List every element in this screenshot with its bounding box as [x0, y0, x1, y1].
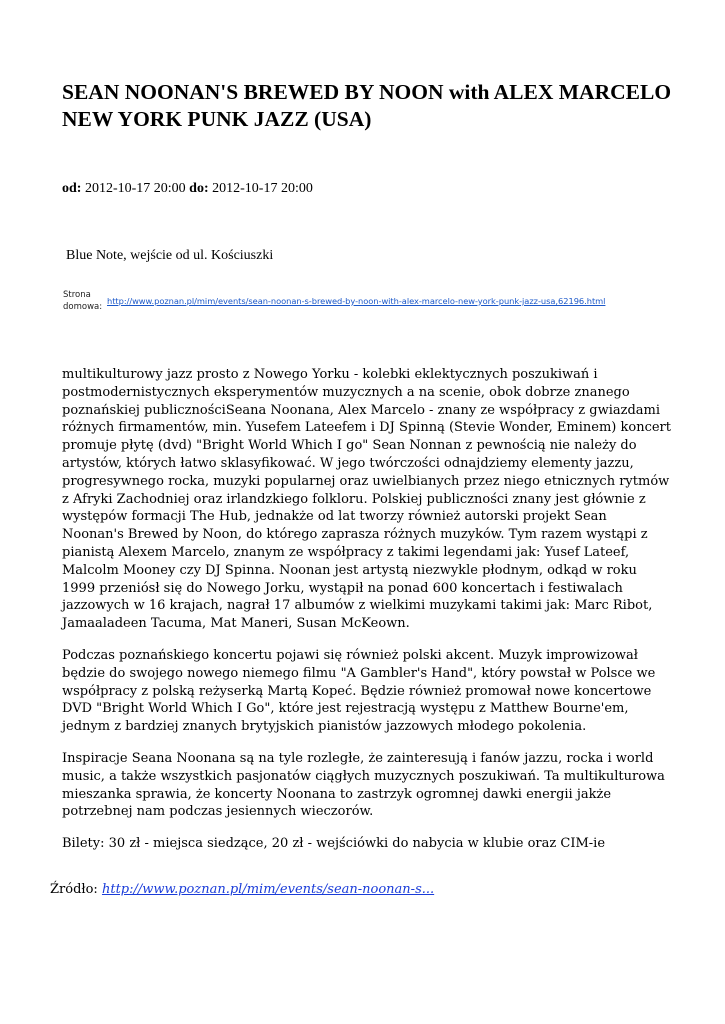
source-link[interactable]: http://www.poznan.pl/mim/events/sean-noonan-s... — [101, 882, 435, 897]
source-line — [50, 881, 434, 899]
from-value: 2012-10-17 20:00 — [84, 181, 186, 196]
event-description — [62, 366, 672, 867]
event-dates — [62, 180, 313, 198]
source-label: Źródło: — [50, 882, 98, 897]
event-venue: Blue Note, wejście od ul. Kościuszki — [66, 248, 274, 263]
description-paragraph: multikulturowy jazz prosto z Nowego Yorku - kolebki eklektycznych poszukiwań i postmodernistycznych eksperymentów muzycznych a na scenie, obok dobrze znanego poznańskiej publicznościSeana Noonana, Alex Marcelo - znany ze współpracy z gwiazdami różnych firmamentów, min. Yusefem Lateefem i DJ Spinną (Stevie Wonder, Eminem) koncert promuje płytę (dvd) "Bright World Which I go" Sean Nonnan z pewnością nie należy do artystów, których łatwo sklasyfikować. W jego twórczości odnajdziemy elementy jazzu, progresywnego rocka, muzyki popularnej oraz uwielbianych przez niego etnicznych rytmów z Afryki Zachodniej oraz irlandzkiego folkloru. Polskiej publiczności znany jest głównie z występów formacji The Hub, jednakże od lat tworzy również autorski projekt Sean Noonan's Brewed by Noon, do którego zaprasza różnych muzyków. Tym razem wystąpi z pianistą Alexem Marcelo, znanym ze współpracy z takimi legendami jak: Yusef Lateef, Malcolm Mooney czy DJ Spinna. Noonan jest artystą niezwykle płodnym, odkąd w roku 1999 przeniósł się do Nowego Jorku, wystąpił na ponad 600 koncertach i festiwalach jazzowych w 16 krajach, nagrał 17 albumów z wielkimi muzykami takimi jak: Marc Ribot, Jamaaladeen Tacuma, Mat Maneri, Susan McKeown. — [62, 367, 671, 632]
to-label: do: — [189, 181, 209, 196]
description-paragraph: Inspiracje Seana Noonana są na tyle rozległe, że zainteresują i fanów jazzu, rocka i world music, a także wszystkich pasjonatów ciągłych muzycznych poszukiwań. Ta multikulturowa mieszanka sprawia, że koncerty Noonana to zastrzyk ogromnej dawki energii jakże potrzebnej nam podczas jesiennych wieczorów. — [62, 750, 665, 820]
homepage-link[interactable]: http://www.poznan.pl/mim/events/sean-noonan-s-brewed-by-noon-with-alex-marcelo-new-york-punk-jazz-usa,62196.html — [107, 296, 606, 306]
description-paragraph: Podczas poznańskiego koncertu pojawi się również polski akcent. Muzyk improwizował będzie do swojego nowego niemego filmu "A Gambler's Hand", który powstał w Polsce we współpracy z polską reżyserką Martą Kopeć. Będzie również promował nowe koncertowe DVD "Bright World Which I Go", które jest rejestracją występu z Matthew Bourne'em, jednym z bardziej znanych brytyjskich pianistów jazzowych młodego pokolenia. — [62, 647, 656, 735]
homepage-label: Strona domowa: — [63, 290, 103, 312]
tickets-paragraph: Bilety: 30 zł - miejsca siedzące, 20 zł - wejściówki do nabycia w klubie oraz CIM-ie — [62, 836, 606, 852]
from-label: od: — [62, 181, 82, 196]
to-value: 2012-10-17 20:00 — [212, 181, 313, 196]
event-title: SEAN NOONAN'S BREWED BY NOON with ALEX MARCELO NEW YORK PUNK JAZZ (USA) — [62, 80, 672, 131]
